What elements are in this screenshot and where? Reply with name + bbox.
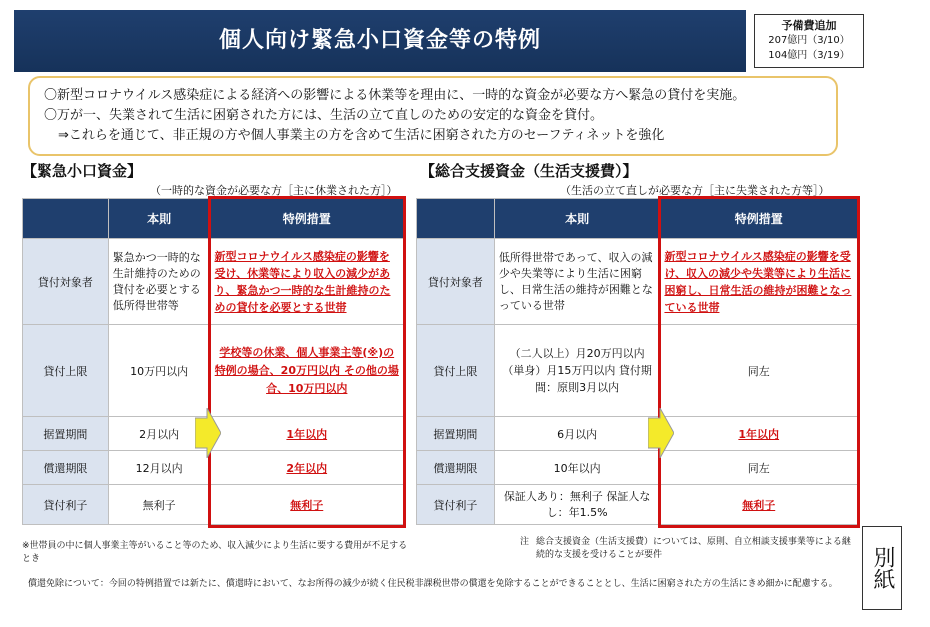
table-cell-rule: 無利子	[108, 485, 210, 525]
table-cell-rule: 12月以内	[108, 451, 210, 485]
attachment-stamp: 別紙	[862, 526, 902, 610]
right-note-prefix: 注	[520, 537, 530, 547]
table-row-label: 貸付利子	[23, 485, 109, 525]
left-arrow-icon	[195, 408, 221, 458]
table-row-label: 償還期限	[23, 451, 109, 485]
budget-line-2: 104億円（3/19）	[768, 50, 850, 61]
right-note: 総合支援資金（生活支援費）については、原則、自立相談支援事業等による継続的な支援を受けることが要件	[536, 537, 851, 560]
table-cell-special: 1年以内	[660, 417, 858, 451]
left-corner-cell	[23, 199, 109, 239]
right-special-frame	[658, 196, 860, 528]
left-col-rule: 本則	[108, 199, 210, 239]
table-cell-special: 新型コロナウイルス感染症の影響を受け、休業等により収入の減少があり、緊急かつ一時的な生計維持のための貸付を必要とする世帯	[210, 239, 403, 325]
summary-line-3: ⇒これらを通じて、非正規の方や個人事業主の方を含めて生活に困窮された方のセーフティネットを強化	[58, 128, 665, 143]
table-cell-special: 同左	[660, 325, 858, 417]
right-col-rule: 本則	[494, 199, 660, 239]
table-cell-special: 同左	[660, 451, 858, 485]
table-row-label: 貸付上限	[23, 325, 109, 417]
table-cell-rule: 保証人あり：無利子 保証人なし：年1.5%	[494, 485, 660, 525]
summary-line-1: 〇新型コロナウイルス感染症による経済への影響による休業等を理由に、一時的な資金が必要な方へ緊急の貸付を実施。	[44, 88, 746, 103]
table-cell-special: 新型コロナウイルス感染症の影響を受け、収入の減少や失業等により生活に困窮し、日常生活の維持が困難となっている世帯	[660, 239, 858, 325]
left-col-special: 特例措置	[210, 199, 403, 239]
table-row-label: 貸付対象者	[417, 239, 495, 325]
table-cell-rule: 10万円以内	[108, 325, 210, 417]
budget-heading: 予備費追加	[781, 19, 837, 32]
exemption-note: 償還免除について：今回の特例措置では新たに、償還時において、なお所得の減少が続く住民税非課税世帯の償還を免除することができることとし、生活に困窮された方の生活にきめ細かに配慮する。	[28, 579, 838, 589]
table-cell-rule: 2月以内	[108, 417, 210, 451]
table-cell-rule: 低所得世帯であって、収入の減少や失業等により生活に困窮し、日常生活の維持が困難となっている世帯	[494, 239, 660, 325]
left-heading: 【緊急小口資金】	[22, 162, 143, 180]
right-heading: 【総合支援資金（生活支援費）】	[420, 162, 638, 180]
page-title: 個人向け緊急小口資金等の特例	[218, 28, 541, 53]
budget-box	[754, 14, 864, 68]
table-cell-special: 2年以内	[210, 451, 403, 485]
table-cell-special: 学校等の休業、個人事業主等(※)の特例の場合、20万円以内 その他の場合、10万円以内	[210, 325, 403, 417]
summary-box	[28, 76, 838, 156]
table-cell-special: 無利子	[660, 485, 858, 525]
right-corner-cell	[417, 199, 495, 239]
table-row-label: 償還期限	[417, 451, 495, 485]
table-cell-rule: 緊急かつ一時的な生計維持のための貸付を必要とする低所得世帯等	[108, 239, 210, 325]
budget-line-1: 207億円（3/10）	[768, 35, 850, 46]
right-col-special: 特例措置	[660, 199, 858, 239]
right-subheading: （生活の立て直しが必要な方［主に失業された方等］）	[560, 184, 830, 197]
table-row-label: 貸付対象者	[23, 239, 109, 325]
summary-line-2: 〇万が一、失業されて生活に困窮された方には、生活の立て直しのための安定的な資金を貸付。	[44, 108, 604, 123]
table-cell-rule: 6月以内	[494, 417, 660, 451]
table-row-label: 貸付利子	[417, 485, 495, 525]
table-cell-special: 1年以内	[210, 417, 403, 451]
table-row-label: 据置期間	[23, 417, 109, 451]
table-cell-special: 無利子	[210, 485, 403, 525]
table-row-label: 貸付上限	[417, 325, 495, 417]
table-cell-rule: 10年以内	[494, 451, 660, 485]
table-row-label: 据置期間	[417, 417, 495, 451]
left-subheading: （一時的な資金が必要な方［主に休業された方］）	[150, 184, 398, 197]
left-note: ※世帯員の中に個人事業主等がいること等のため、収入減少により生活に要する費用が不足するとき	[22, 541, 408, 564]
table-cell-rule: （二人以上）月20万円以内 （単身）月15万円以内 貸付期間：原則3月以内	[494, 325, 660, 417]
right-arrow-icon	[648, 408, 674, 458]
left-special-frame	[208, 196, 406, 528]
